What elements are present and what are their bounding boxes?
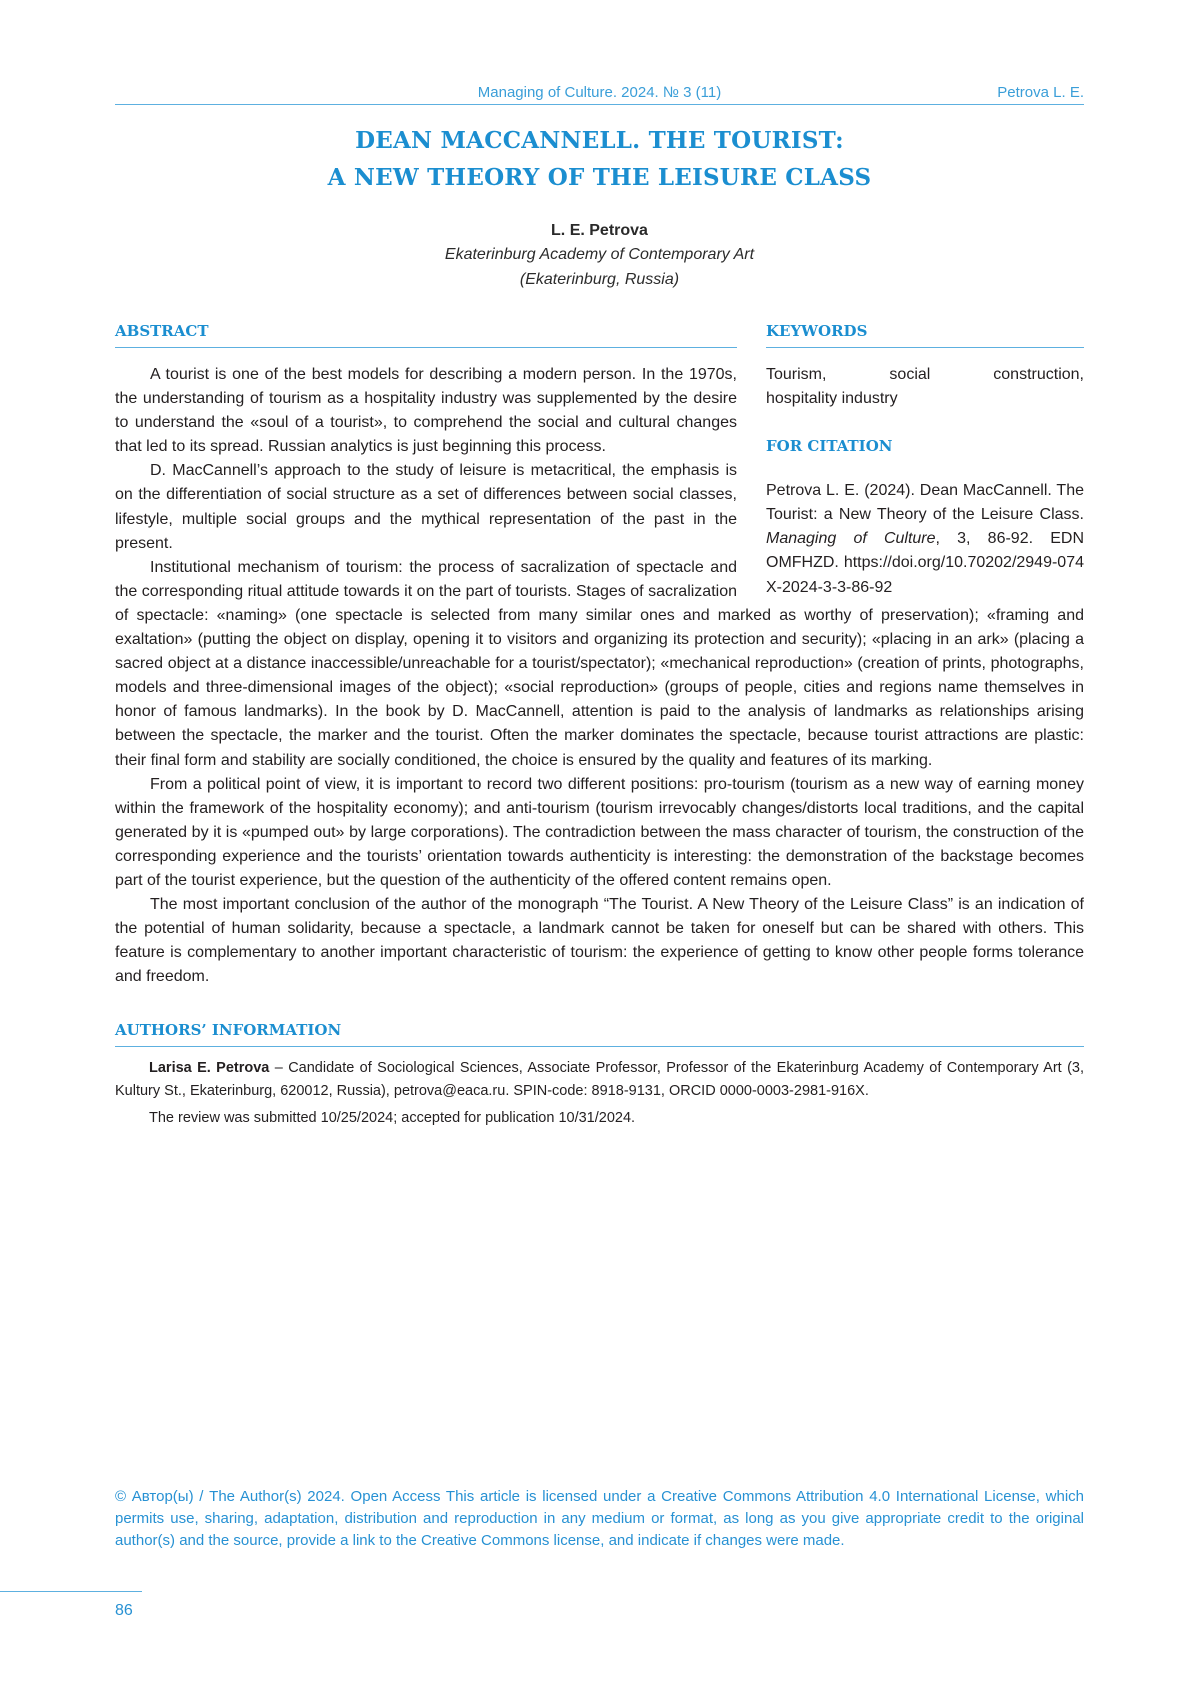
- authors-heading: AUTHORS’ INFORMATION: [115, 1020, 1084, 1047]
- affiliation-line-1: Ekaterinburg Academy of Contemporary Art: [444, 246, 755, 264]
- citation-details: , 3, 86-92. EDN OMFHZD.: [766, 530, 1084, 572]
- journal-issue: Managing of Culture. 2024. № 3 (11): [477, 84, 722, 101]
- author-name: L. E. Petrova: [551, 222, 648, 239]
- abstract-heading: ABSTRACT: [115, 321, 737, 348]
- main-content: [115, 321, 1084, 1130]
- author-ids: . SPIN-code: 8918-9131, ORCID 0000-0003-2981-916X.: [505, 1083, 869, 1100]
- license-notice: © Автор(ы) / The Author(s) 2024. Open Access This article is licensed under a Creative Commons Attribution 4.0 International License, which permits use, sharing, adaptation, distribution and reproduction in any medium or format, as long as you give appropriate credit to the original author(s) and the source, provide a link to the Creative Commons license, and indicate if changes were made.: [115, 1488, 1084, 1549]
- citation-text: [766, 479, 1084, 599]
- side-column: [766, 321, 1084, 600]
- citation-reference: Petrova L. E. (2024). Dean MacCannell. The Tourist: a New Theory of the Leisure Class.: [766, 482, 1084, 524]
- author-details: [115, 1057, 1084, 1102]
- article-title: [115, 122, 1084, 196]
- keywords-list: [766, 363, 1084, 411]
- affiliation-line-2: (Ekaterinburg, Russia): [519, 270, 680, 288]
- keyword-separator: ,: [1079, 366, 1084, 383]
- abstract-paragraph: A tourist is one of the best models for describing a modern person. In the 1970s, the understanding of tourism as a hospitality industry was supplemented by the desire to understand the «soul of a tourist», to comprehend the social and cultural changes that led to its spread. Russian analytics is just beginning this process.: [115, 366, 737, 456]
- citation-journal: Managing of Culture: [766, 530, 936, 548]
- keyword: social construction: [889, 366, 1080, 383]
- author-email-link[interactable]: petrova@eaca.ru: [393, 1083, 506, 1100]
- keyword: Tourism: [766, 366, 823, 383]
- title-line-1: DEAN MACCANNELL. THE TOURIST:: [355, 127, 844, 154]
- doi-link[interactable]: https://doi.org/10.70202/2949-074X-2024-3-3-86-92: [766, 554, 1084, 596]
- abstract-paragraph: D. MacCannell’s approach to the study of leisure is metacritical, the emphasis is on the differentiation of social structure as a set of differences between social classes, lifestyle, multiple social groups and the mythical representation of the past in the present.: [115, 462, 737, 552]
- running-author: Petrova L. E.: [997, 84, 1084, 101]
- citation-heading: FOR CITATION: [766, 437, 893, 456]
- running-head: [115, 83, 1084, 103]
- page-number-rule: [0, 1591, 142, 1592]
- title-line-2: A NEW THEORY OF THE LEISURE CLASS: [327, 164, 872, 191]
- author-credentials: – Candidate of Sociological Sciences, Associate Professor, Professor of the Ekaterinburg Academy of Contemporary Art (3, Kultury St., Ekaterinburg, 620012, Russia),: [115, 1060, 1085, 1100]
- authors-information: [115, 989, 1084, 1129]
- page-number: 86: [115, 1602, 133, 1619]
- review-dates: The review was submitted 10/25/2024; accepted for publication 10/31/2024.: [149, 1109, 636, 1126]
- abstract-paragraph: From a political point of view, it is important to record two different positions: pro-tourism (tourism as a new way of earning money within the framework of the hospitality economy); and anti-tourism (tourism irrevocably changes/distorts local traditions, and the capital generated by it is «pumped out» by large corporations). The contradiction between the mass character of tourism, the construction of the corresponding experience and the tourists’ orientation towards authenticity is interesting: the demonstration of the backstage becomes part of the tourist experience, but the question of the authenticity of the offered content remains open.: [115, 775, 1084, 889]
- author-full-name: Larisa E. Petrova: [149, 1060, 270, 1077]
- keyword-separator: ,: [822, 366, 890, 383]
- header-rule: [115, 104, 1084, 105]
- abstract-paragraph: The most important conclusion of the author of the monograph “The Tourist. A New Theory of the Leisure Class” is an indication of the potential of human solidarity, because a spectacle, a landmark cannot be taken for oneself but can be shared with others. This feature is complementary to another important characteristic of tourism: the experience of getting to know other people forms tolerance and freedom.: [115, 896, 1084, 986]
- keyword: hospitality industry: [766, 390, 898, 408]
- byline: [115, 219, 1084, 292]
- keywords-heading: KEYWORDS: [766, 321, 1084, 348]
- abstract-paragraph: Institutional mechanism of tourism: the process of sacralization of spectacle and the corresponding ritual attitude towards it on the part of tourists. Stages of sacralization of spectacle: «naming» (one spectacle is selected from many similar ones and marked as worthy of preservation); «framing and exaltation» (putting the object on display, opening it to visitors and organizing its protection and security); «placing in an ark» (placing a sacred object at a distance inaccessible/unreachable for a tourist/spectator); «mechanical reproduction» (creation of prints, photographs, models and three-dimensional images of the object); «social reproduction» (groups of people, cities and regions name themselves in honor of famous landmarks). In the book by D. MacCannell, attention is paid to the analysis of landmarks as relationships arising between the spectacle, the marker and the tourist. Often the marker dominates the spectacle, because tourist attractions are plastic: their final form and stability are socially conditioned, the choice is ensured by the quality and features of its marking.: [115, 558, 1084, 769]
